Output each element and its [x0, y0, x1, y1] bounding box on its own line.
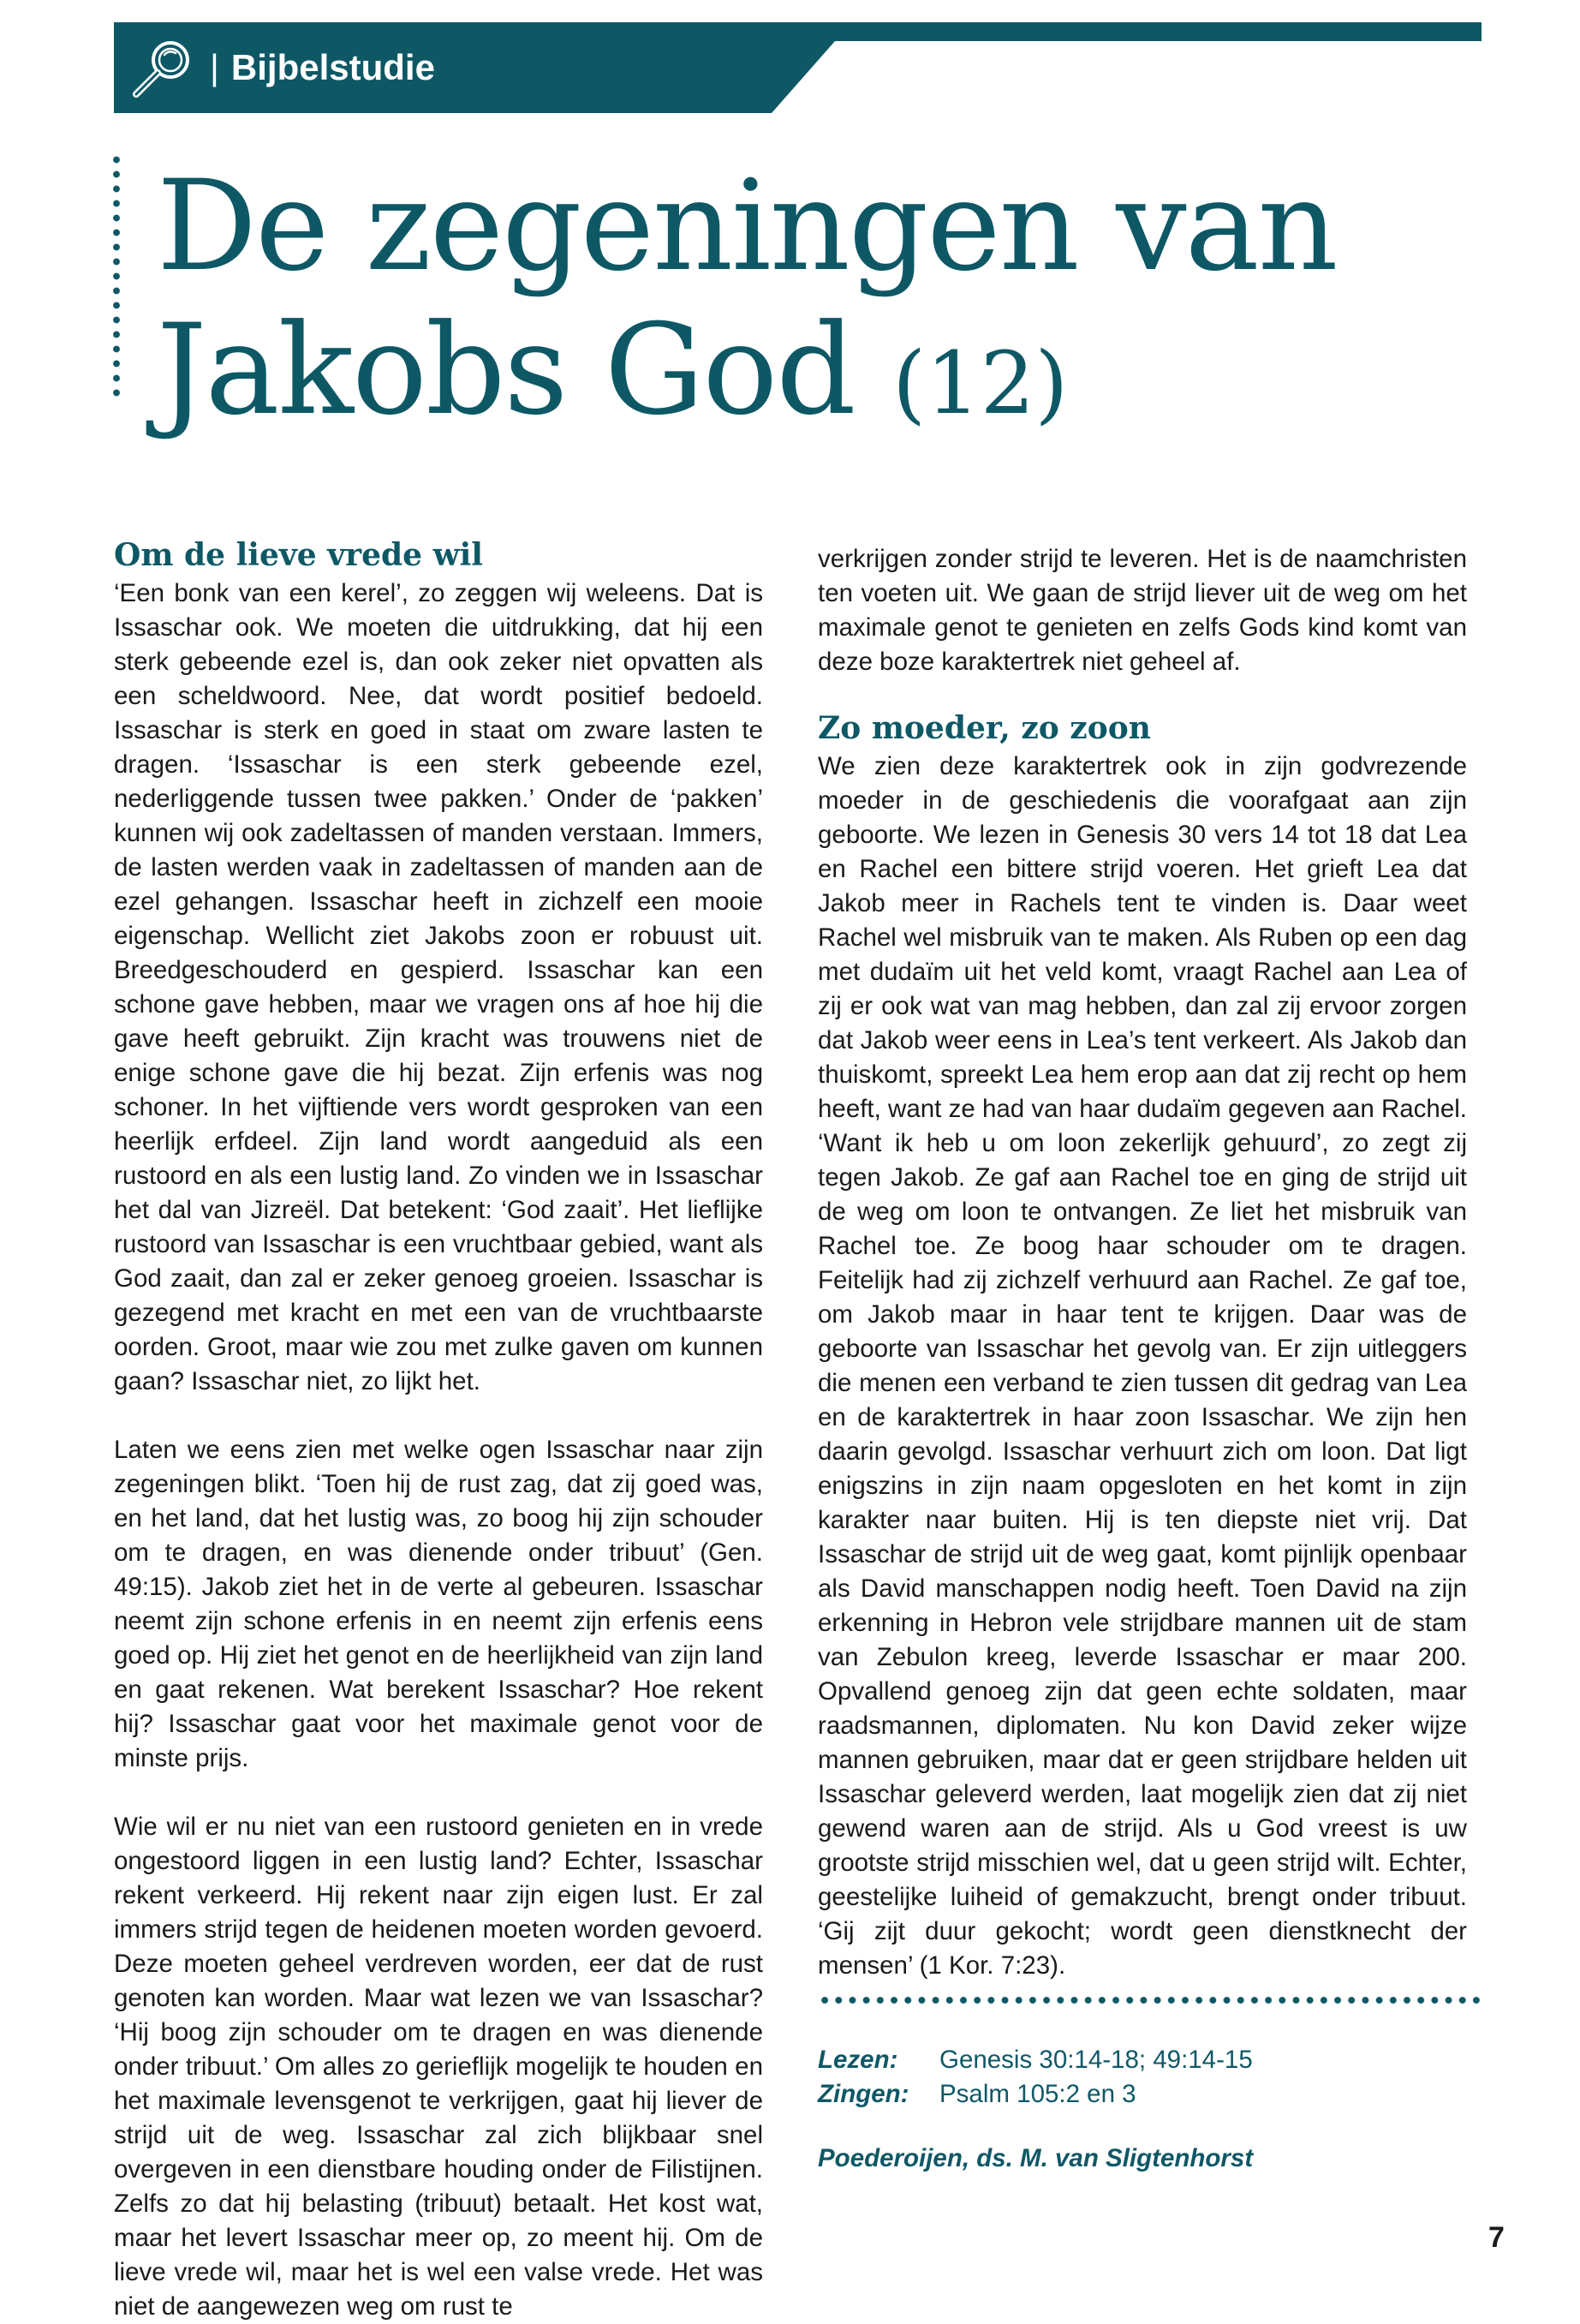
sing-label: Zingen: [818, 2080, 909, 2108]
sing-value: Psalm 105:2 en 3 [939, 2080, 1136, 2108]
paragraph: We zien deze karaktertrek ook in zijn godvrezende moeder in de geschiedenis die voorafgaat aan zijn geboorte. We lezen in Genesis 30 vers 14 tot 18 dat Lea en Rachel een bittere strijd voeren. Het grieft Lea dat Jakob meer in Rachels tent te vinden is. Daar weet Rachel wel misbruik van te maken. Als Ruben op een dag met dudaïm uit het veld komt, vraagt Rachel aan Lea of zij er ook wat van mag hebben, dan zal zij ervoor zorgen dat Jakob weer eens in Lea’s tent verkeert. Als Jakob dan thuiskomt, spreekt Lea hem erop aan dat zij recht op hem heeft, want ze had van haar dudaïm gegeven aan Rachel. ‘Want ik heb u om loon zekerlijk gehuurd’, zo zegt zij tegen Jakob. Ze gaf aan Rachel toe en ging de strijd uit de weg om loon te ontvangen. Ze liet het misbruik van Rachel toe. Ze boog haar schouder om te dragen. Feitelijk had zij zichzelf verhuurd aan Rachel. Ze gaf toe, om Jakob maar in haar tent te krijgen. Daar was de geboorte van Issaschar het gevolg van. Er zijn uitleggers die menen een verband te zien tussen dit gedrag van Lea en de karaktertrek in haar zoon Issaschar. We zijn hen daarin gevolgd. Issaschar verhuurt zich om loon. Dat ligt enigszins in zijn naam opgesloten en het komt in zijn karakter naar buiten. Hij is ten diepste niet vrij. Dat Issaschar de strijd uit de weg gaat, komt pijnlijk openbaar als David manschappen nodig heeft. Toen David na zijn erkenning in Hebron vele strijdbare mannen uit de stam van Zebulon kreeg, leverde Issaschar er maar 200. Opvallend genoeg zijn dat geen echte soldaten, maar raadsmannen, diplomaten. Nu kon David zeker wijze mannen gebruiken, maar dat er geen strijdbare helden uit Issaschar geleverd werden, laat mogelijk zien dat zij niet gewend waren aan de strijd. Als u God vreest is uw grootste strijd misschien wel, dat u geen strijd wilt. Echter, geestelijke luiheid of gemakzucht, brengt onder tribuut. ‘Gij zijt duur gekocht; wordt geen dienstknecht der mensen’ (1 Kor. 7:23). [818, 752, 1467, 1980]
page-number: 7 [1488, 2221, 1505, 2254]
paragraph: Laten we eens zien met welke ogen Issaschar naar zijn zegeningen blikt. ‘Toen hij de rust zag, dat zij goed was, en het land, dat het lustig was, zo boog hij zijn schouder om te dragen, en was dienende onder tribuut’ (Gen. 49:15). Jakob ziet het in de verte al gebeuren. Issaschar neemt zijn schone erfenis in en neemt zijn erfenis eens goed op. Hij ziet het genot en de heerlijkheid van zijn land en gaat rekenen. Wat berekent Issaschar? Hoe rekent hij? Issaschar gaat voor het maximale genot voor de minste prijs. [114, 1436, 763, 1772]
paragraph-continued: verkrijgen zonder strijd te leveren. Het is de naamchristen ten voeten uit. We gaan de strijd liever uit de weg om het maximale genot te genieten en zelfs Gods kind komt van deze boze karaktertrek niet geheel af. [818, 545, 1467, 676]
dotted-rule-vertical [111, 152, 122, 401]
author-credit: Poederoijen, ds. M. van Sligtenhorst [818, 2144, 1254, 2172]
article-title [157, 154, 1356, 456]
read-label: Lezen: [818, 2046, 898, 2074]
label-separator: | [210, 47, 219, 87]
paragraph: Wie wil er nu niet van een rustoord genieten en in vrede ongestoord liggen in een lustig land? Echter, Issaschar rekent verkeerd. Hij rekent naar zijn eigen lust. Er zal immers strijd tegen de heidenen moeten worden gevoerd. Deze moeten geheel verdreven worden, eer dat de rust genoten kan worden. Maar wat lezen we van Issaschar? ‘Hij boog zijn schouder om te dragen en was dienende onder tribuut.’ Om alles zo gerieflijk mogelijk te houden en het maximale levensgenot te verkrijgen, gaat hij liever de strijd uit de weg. Issaschar zal zich blijkbaar snel overgeven in een dienstbare houding onder de Filistijnen. Zelfs zo dat hij belasting (tribuut) betaalt. Het kost wat, maar het levert Issaschar meer op, zo meent hij. Om de lieve vrede wil, maar het is wel een valse vrede. Het was niet de aangewezen weg om rust te [114, 1813, 763, 2321]
section-label [210, 39, 435, 96]
read-row [818, 2043, 1481, 2077]
section-banner [114, 22, 1482, 113]
reading-info [818, 2043, 1481, 2112]
title-number: (12) [892, 333, 1069, 433]
subheading-lieve-vrede: Om de lieve vrede wil [114, 537, 483, 573]
dotted-rule-horizontal [818, 1995, 1481, 2005]
magnifier-icon [128, 34, 198, 101]
left-column [114, 534, 763, 2324]
sing-row [818, 2077, 1481, 2112]
title-main: De zegeningen van Jakobs God [157, 153, 1337, 443]
read-value: Genesis 30:14-18; 49:14-15 [939, 2046, 1253, 2074]
subheading-moeder-zoon: Zo moeder, zo zoon [818, 710, 1151, 746]
section-title: Bijbelstudie [230, 47, 435, 87]
paragraph: ‘Een bonk van een kerel’, zo zeggen wij weleens. Dat is Issaschar ook. We moeten die uitdrukking, dat hij een sterk gebeende ezel is, dan ook zeker niet opvatten als een scheldwoord. Nee, dat wordt positief bedoeld. Issaschar is sterk en goed in staat om zware lasten te dragen. ‘Issaschar is een sterk gebeende ezel, nederliggende tussen twee pakken.’ Onder de ‘pakken’ kunnen wij ook zadeltassen of manden verstaan. Immers, de lasten werden vaak in zadeltassen of manden aan de ezel gehangen. Issaschar heeft in zichzelf een mooie eigenschap. Wellicht ziet Jakobs zoon er robuust uit. Breedgeschouderd en gespierd. Issaschar kan een schone gave hebben, maar we vragen ons af hoe hij die gave heeft gebruikt. Zijn kracht was trouwens niet de enige schone gave die hij bezat. Zijn erfenis was nog schoner. In het vijftiende vers wordt gesproken van een heerlijk erfdeel. Zijn land wordt aangeduid als een rustoord en als een lustig land. Zo vinden we in Issaschar het dal van Jizreël. Dat betekent: ‘God zaait’. Het lieflijke rustoord van Issaschar is een vruchtbaar gebied, want als God zaait, dan zal er zeker genoeg groeien. Issaschar is gezegend met kracht en met een van de vruchtbaarste oorden. Groot, maar wie zou met zulke gaven om kunnen gaan? Issaschar niet, zo lijkt het. [114, 579, 763, 1395]
right-column [818, 542, 1467, 1983]
